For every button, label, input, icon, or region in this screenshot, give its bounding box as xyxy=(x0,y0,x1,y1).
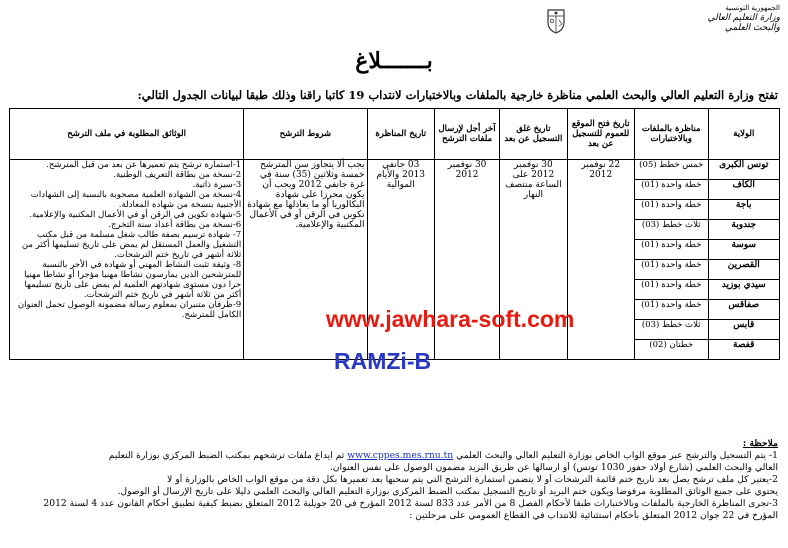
watermark-name: RAMZi-B xyxy=(334,348,432,374)
note-1-line-1 xyxy=(9,450,778,462)
registration-site-link[interactable]: www.cppes.mes.rnu.tn xyxy=(347,450,454,461)
state-cell: قابس xyxy=(708,320,780,340)
posts-cell: خطة واحدة (01) xyxy=(634,240,708,260)
open-date-cell: 22 نوفمبر 2012 xyxy=(567,160,634,360)
ministry-name-line1: وزارة التعليم العالي xyxy=(707,13,780,23)
watermark-url: www.jawhara-soft.com xyxy=(326,306,575,332)
note-1-line-2: العالي والبحث العلمي (شارع أولاد حفوز 1030 تونس) أو ارسالها عن طريق البريد مضمون الوصول على نفس العنوان. xyxy=(330,462,778,473)
state-cell: باجة xyxy=(708,200,780,220)
posts-cell: خطتان (02) xyxy=(634,340,708,360)
col-posts: مناظرة بالملفات وبالاختبارات xyxy=(634,109,708,160)
document-item: 2-نسخة من بطاقة التعريف الوطنية. xyxy=(113,170,242,180)
note-3-line-1: 3-تجرى المناظرة الخارجية بالملفات وبالاختبارات طبقا لأحكام الفصل 8 من الأمر عدد 833 لسنة 2012 المؤرخ في 20 جويلية 2012 المتعلق بضبط كيفية تطبيق أحكام القانون عدد 4 لسنة 2012 xyxy=(43,498,778,509)
ministry-header xyxy=(640,3,780,33)
state-cell: تونس الكبرى xyxy=(708,160,780,180)
document-item: 8- وثيقة تثبت النشاط المهني أو شهادة في الأجر بالنسبة للمترشحين الذين يمارسون نشاطا مهنيا مؤجرا أو نشاطا مهنيا حرا دون مستوى شهادتهم العلمية لم يمض على تاريخ تسليمها أكثر من ثلاثة أشهر في تاريخ ختم الترشحات. xyxy=(24,260,242,300)
conditions-cell: يجب ألا يتجاوز سن المترشح خمسة وثلاثين (35) سنة في غرة جانفي 2012 ويجب أن يكون محرزا على شهادة البكالوريا أو ما يعادلها مع شهادة تكوين في الرقن أو في الأعمال المكتبية والإعلامية. xyxy=(244,160,367,360)
notes-heading: ملاحظة : xyxy=(742,438,778,449)
document-item: 3-سيرة ذاتية. xyxy=(192,180,242,190)
col-close-date: تاريخ غلق التسجيل عن بعد xyxy=(500,109,567,160)
deadline-cell: 30 نوفمبر 2012 xyxy=(434,160,499,360)
posts-cell: ثلاث خطط (03) xyxy=(634,320,708,340)
document-item: 7- شهادة ترسيم بصفة طالب شغل مسلمة من قبل مكتب التشغيل والعمل المستقل لم يمض على تاريخ تسليمها أكثر من ثلاثة أشهر في تاريخ ختم الترشحات. xyxy=(21,230,242,260)
coat-of-arms-icon xyxy=(545,6,567,34)
posts-cell: خطة واحدة (01) xyxy=(634,180,708,200)
ministry-name-line2: والبحث العلمي xyxy=(724,23,780,33)
state-cell: الكاف xyxy=(708,180,780,200)
documents-cell xyxy=(10,160,244,360)
intro-text: تفتح وزارة التعليم العالي والبحث العلمي مناظرة خارجية بالملفات وبالاختبارات لانتداب 19 كاتبا راقنا وذلك طبقا لبيانات الجدول التالي: xyxy=(137,88,778,102)
col-open-date: تاريخ فتح الموقع للعموم للتسجيل عن بعد xyxy=(567,109,634,160)
col-conditions: شروط الترشح xyxy=(244,109,367,160)
note-1-text-cont: ثم ايداع ملفات ترشحهم بمكتب الضبط المركزي بوزارة التعليم xyxy=(108,450,345,461)
posts-cell: خمس خطط (05) xyxy=(634,160,708,180)
col-deadline: آخر أجل لإرسال ملفات الترشح xyxy=(434,109,499,160)
note-2-line-1: 2-يعتبر كل ملف ترشح يصل بعد تاريخ ختم قائمة الترشحات أو لا يتضمن استمارة الترشح التي يتم سحبها بعد تعميرها بكل دقة من موقع الواب الخاص بالوزارة أو لا xyxy=(167,474,778,485)
state-cell: صفاقس xyxy=(708,300,780,320)
col-documents: الوثائق المطلوبة في ملف الترشح xyxy=(10,109,244,160)
table-row xyxy=(10,160,780,180)
state-cell: قفصة xyxy=(708,340,780,360)
posts-cell: خطة واحدة (01) xyxy=(634,300,708,320)
document-item: 4-نسخة من الشهادة العلمية مصحوبة بالنسبة إلى الشهادات الأجنبية بنسخة من شهادة المعادلة. xyxy=(30,190,242,210)
note-2-line-2: يحتوي على جميع الوثائق المطلوبة مرفوضا ويكون ختم البريد أو تاريخ التسجيل بمكتب الضبط المركزي بوزارة التعليم العالي والبحث العلمي دليلا على تاريخ الإرسال أو الوصول. xyxy=(117,486,778,497)
state-cell: سوسة xyxy=(708,240,780,260)
table-header-row xyxy=(10,109,780,160)
posts-cell: خطة واحدة (01) xyxy=(634,280,708,300)
close-date-cell: 30 نوفمبر 2012 على الساعة منتصف النهار xyxy=(500,160,567,360)
col-exam-date: تاريخ المناظرة xyxy=(367,109,434,160)
posts-cell: خطة واحدة (01) xyxy=(634,200,708,220)
page-title: بـــــــلاغ xyxy=(355,48,433,74)
note-3-line-2: المؤرخ في 22 جوان 2012 المتعلق بأحكام استثنائية للانتداب في القطاع العمومي على مرحلتين : xyxy=(409,510,778,521)
document-item: 9-ظرفان متنبران بمعلوم رسالة مضمونة الوصول تحمل العنوان الكامل للمترشح. xyxy=(17,300,242,320)
state-cell: جندوبة xyxy=(708,220,780,240)
col-state: الولاية xyxy=(708,109,780,160)
note-1-text: 1- يتم التسجيل والترشح عبر موقع الواب الخاص بوزارة التعليم العالي والبحث العلمي xyxy=(456,450,778,461)
posts-cell: ثلاث خطط (03) xyxy=(634,220,708,240)
state-cell: القصرين xyxy=(708,260,780,280)
document-item: 6-نسخة من بطاقة أعداد سنة التخرج. xyxy=(108,220,242,230)
exam-date-cell: 03 جانفي 2013 والأيام الموالية xyxy=(367,160,434,360)
document-item: 5-شهادة تكوين في الرقن أو في الأعمال المكتبية والإعلامية. xyxy=(29,210,242,220)
state-cell: سيدي بوزيد xyxy=(708,280,780,300)
posts-cell: خطة واحدة (01) xyxy=(634,260,708,280)
republic-label: الجمهورية التونسية xyxy=(725,4,780,12)
document-item: 1-استمارة ترشح يتم تعميرها عن بعد من قبل المترشح. xyxy=(46,160,242,170)
notes-section xyxy=(9,438,778,522)
